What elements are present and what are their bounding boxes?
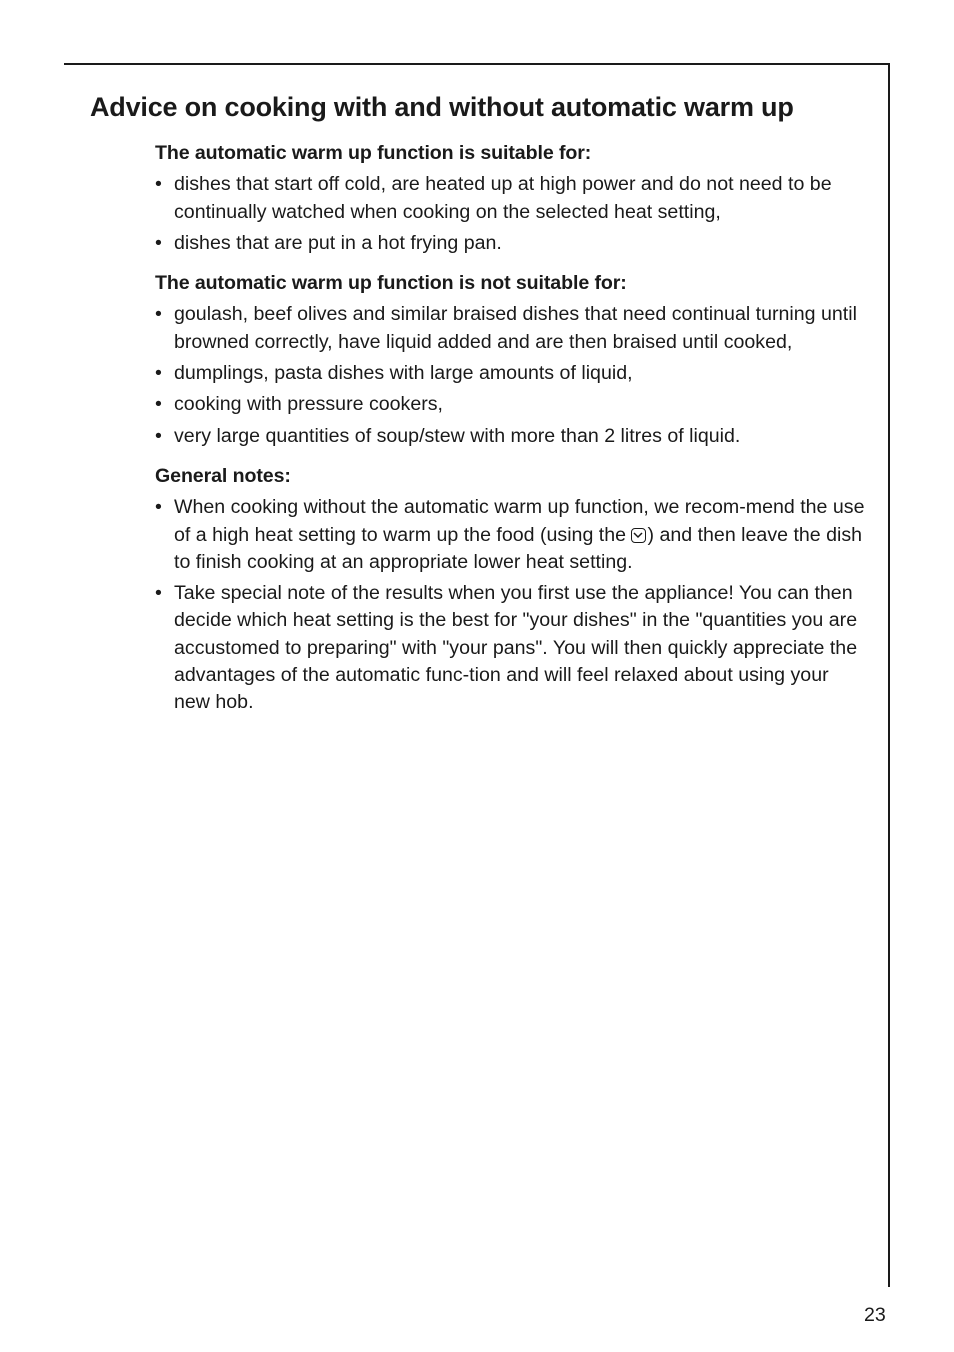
top-border-line: [64, 63, 890, 65]
list-item: • dumplings, pasta dishes with large amounts of liquid,: [155, 360, 865, 387]
bullet-icon: •: [155, 362, 162, 385]
bullet-icon: •: [155, 231, 162, 254]
general-notes-list: [155, 494, 865, 716]
list-item: • dishes that are put in a hot frying pan.: [155, 230, 865, 257]
page-number: 23: [864, 1304, 886, 1326]
section-heading-suitable: The automatic warm up function is suitable for:: [155, 142, 592, 164]
list-item: • Take special note of the results when you first use the appliance! You can then decide which heat setting is the best for "your dishes" in the "quantities you are accustomed to preparing" with "your pans". You will then quickly appreciate the advantages of the automatic func-tion and will feel relaxed about using your new hob.: [155, 582, 858, 714]
section-heading-general-notes: General notes:: [155, 464, 291, 487]
list-item: • very large quantities of soup/stew with more than 2 litres of liquid.: [155, 423, 865, 450]
bullet-icon: •: [155, 303, 162, 326]
not-suitable-list: [155, 301, 865, 449]
bullet-icon: •: [155, 424, 162, 447]
minus-down-key-icon: [631, 528, 646, 543]
suitable-list: [155, 171, 865, 257]
page-title: Advice on cooking with and without automatic warm up: [90, 92, 794, 122]
right-border-line: [888, 63, 890, 1287]
bullet-icon: •: [155, 496, 162, 519]
list-item: • dishes that start off cold, are heated up at high power and do not need to be continually watched when cooking on the selected heat setting,: [155, 173, 832, 223]
list-item: • cooking with pressure cookers,: [155, 391, 865, 418]
bullet-icon: •: [155, 582, 162, 605]
list-item: • When cooking without the automatic warm up function, we recom-mend the use of a high heat setting to warm up the food (using the ) and then leave the dish to finish cooking at an appropriate lower heat setting.: [155, 496, 865, 573]
content-body: [155, 140, 865, 721]
bullet-icon: •: [155, 173, 162, 196]
list-item: • goulash, beef olives and similar braised dishes that need continual turning until browned correctly, have liquid added and are then braised until cooked,: [155, 303, 857, 353]
section-heading-not-suitable: The automatic warm up function is not suitable for:: [155, 272, 627, 295]
bullet-icon: •: [155, 393, 162, 416]
